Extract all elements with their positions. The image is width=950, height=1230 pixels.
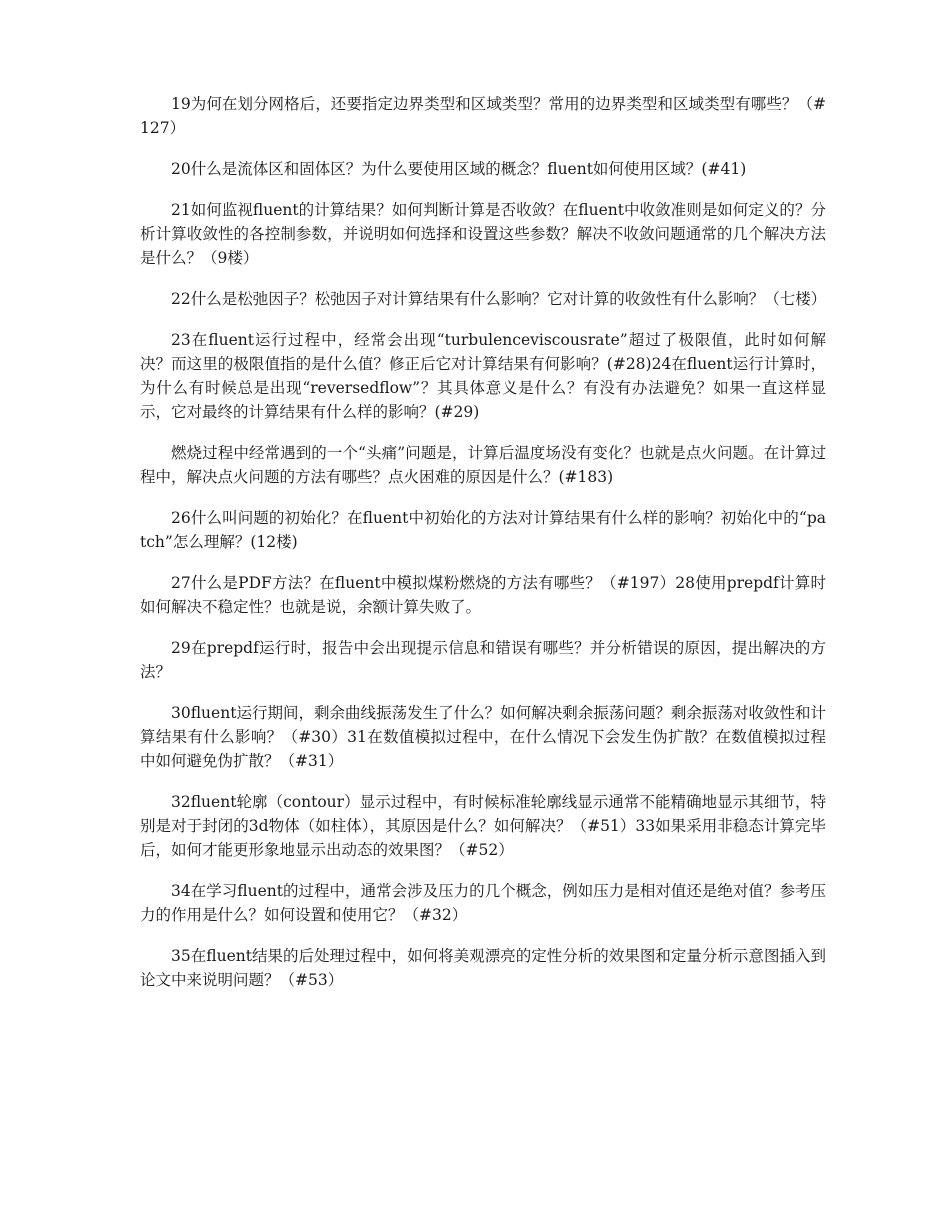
paragraph-q21: 21如何监视fluent的计算结果？如何判断计算是否收敛？在fluent中收敛准则是如何定义的？分析计算收敛性的各控制参数，并说明如何选择和设置这些参数？解决不收敛问题通常的几个解决方法是什么？（9楼） xyxy=(140,201,826,267)
paragraph-q32-q33: 32fluent轮廓（contour）显示过程中，有时候标准轮廓线显示通常不能精确地显示其细节，特别是对于封闭的3d物体（如柱体），其原因是什么？如何解决？（#51）33如果采用非稳态计算完毕后，如何才能更形象地显示出动态的效果图？（#52） xyxy=(140,793,826,859)
paragraph-q30-q31: 30fluent运行期间，剩余曲线振荡发生了什么？如何解决剩余振荡问题？剩余振荡对收敛性和计算结果有什么影响？（#30）31在数值模拟过程中，在什么情况下会发生伪扩散？在数值模拟过程中如何避免伪扩散？（#31） xyxy=(140,704,826,770)
paragraph-q29: 29在prepdf运行时，报告中会出现提示信息和错误有哪些？并分析错误的原因，提出解决的方法？ xyxy=(140,639,826,681)
document-body xyxy=(140,92,826,1009)
paragraph-q34: 34在学习fluent的过程中，通常会涉及压力的几个概念，例如压力是相对值还是绝对值？参考压力的作用是什么？如何设置和使用它？（#32） xyxy=(140,882,826,924)
paragraph-ignition: 燃烧过程中经常遇到的一个“头痛”问题是，计算后温度场没有变化？也就是点火问题。在计算过程中，解决点火问题的方法有哪些？点火困难的原因是什么？(#183) xyxy=(140,444,826,486)
paragraph-q27-q28: 27什么是PDF方法？在fluent中模拟煤粉燃烧的方法有哪些？（#197）28使用prepdf计算时如何解决不稳定性？也就是说，余额计算失败了。 xyxy=(140,574,826,616)
paragraph-q22: 22什么是松弛因子？松弛因子对计算结果有什么影响？它对计算的收敛性有什么影响？（七楼） xyxy=(171,290,827,308)
paragraph-q26: 26什么叫问题的初始化？在fluent中初始化的方法对计算结果有什么样的影响？初始化中的“patch”怎么理解？(12楼) xyxy=(140,509,826,551)
paragraph-q35: 35在fluent结果的后处理过程中，如何将美观漂亮的定性分析的效果图和定量分析示意图插入到论文中来说明问题？（#53） xyxy=(140,947,826,989)
paragraph-q20: 20什么是流体区和固体区？为什么要使用区域的概念？fluent如何使用区域？(#41) xyxy=(171,160,747,178)
paragraph-q19: 19为何在划分网格后，还要指定边界类型和区域类型？常用的边界类型和区域类型有哪些？（#127） xyxy=(140,95,826,137)
paragraph-q23-q24: 23在fluent运行过程中，经常会出现“turbulenceviscousrate”超过了极限值，此时如何解决？而这里的极限值指的是什么值？修正后它对计算结果有何影响？(#28)24在fluent运行计算时，为什么有时候总是出现“reversedflow”？其具体意义是什么？有没有办法避免？如果一直这样显示，它对最终的计算结果有什么样的影响？(#29) xyxy=(140,331,826,421)
